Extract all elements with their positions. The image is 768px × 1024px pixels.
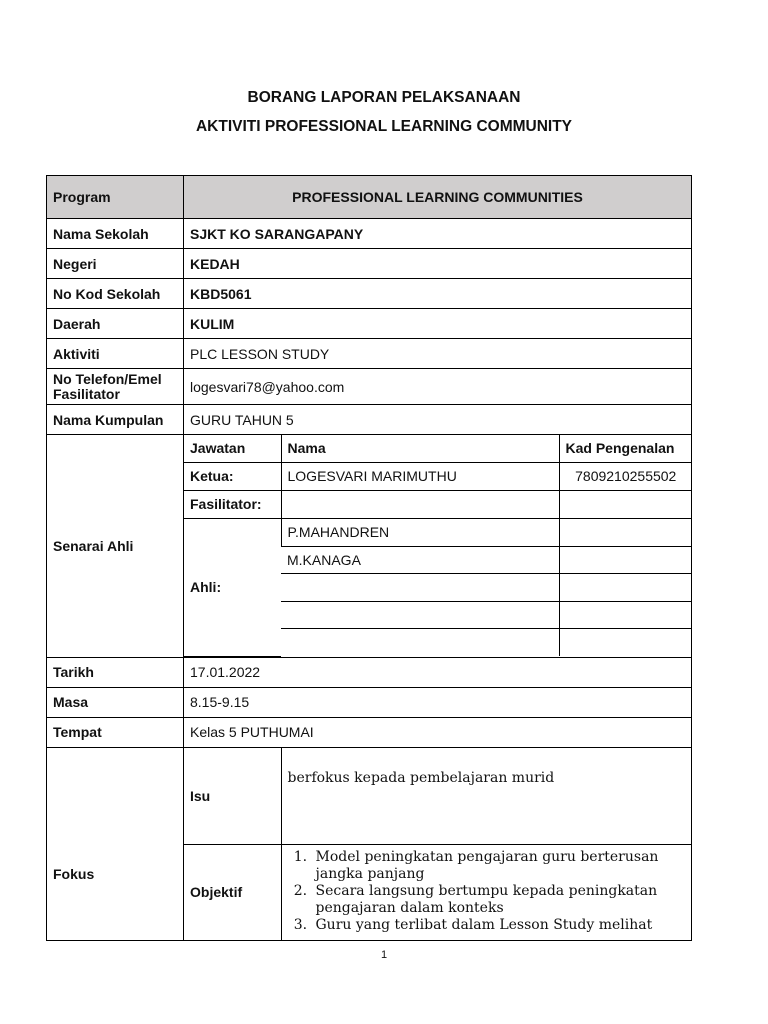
senarai-ahli-label: Senarai Ahli [47, 435, 184, 658]
nama-sekolah-label: Nama Sekolah [47, 219, 184, 249]
ketua-name: LOGESVARI MARIMUTHU [281, 462, 559, 490]
fokus-label: Fokus [47, 747, 184, 940]
kad-pengenalan-header: Kad Pengenalan [559, 435, 692, 462]
nama-sekolah-value: SJKT KO SARANGAPANY [184, 219, 692, 249]
ahli-label: Ahli: [184, 518, 281, 656]
tarikh-value: 17.01.2022 [184, 657, 692, 687]
program-value: PROFESSIONAL LEARNING COMMUNITIES [184, 176, 692, 219]
no-kod-sekolah-value: KBD5061 [184, 279, 692, 309]
telefon-emel-value: logesvari78@yahoo.com [184, 369, 692, 405]
ahli-ic [559, 601, 692, 628]
ahli-ic [559, 518, 692, 546]
objektif-item: 3. Guru yang terlibat dalam Lesson Study melihat [312, 917, 687, 934]
fokus-cell [184, 747, 692, 940]
nama-header: Nama [281, 435, 559, 462]
ahli-name: M.KANAGA [281, 546, 559, 573]
objektif-label: Objektif [190, 884, 243, 901]
masa-label: Masa [47, 687, 184, 717]
tempat-value: Kelas 5 PUTHUMAI [184, 717, 692, 747]
fasilitator-ic [559, 490, 692, 518]
fasilitator-label: Fasilitator: [184, 490, 281, 518]
fokus-table [184, 748, 692, 940]
nama-kumpulan-value: GURU TAHUN 5 [184, 405, 692, 435]
ketua-ic: 7809210255502 [559, 462, 692, 490]
members-cell [184, 435, 692, 658]
daerah-value: KULIM [184, 309, 692, 339]
nama-kumpulan-label: Nama Kumpulan [47, 405, 184, 435]
no-kod-sekolah-label: No Kod Sekolah [47, 279, 184, 309]
ahli-ic [559, 628, 692, 656]
telefon-emel-label: No Telefon/Emel Fasilitator [47, 369, 184, 405]
ahli-name [281, 628, 559, 656]
ketua-label: Ketua: [184, 462, 281, 490]
isu-value: berfokus kepada pembelajaran murid [281, 748, 692, 845]
masa-value: 8.15-9.15 [184, 687, 692, 717]
objektif-value [281, 845, 692, 940]
program-label: Program [47, 176, 184, 219]
negeri-value: KEDAH [184, 249, 692, 279]
ahli-ic [559, 573, 692, 601]
negeri-label: Negeri [47, 249, 184, 279]
isu-label: Isu [184, 748, 281, 845]
report-form-table [46, 175, 692, 941]
ahli-ic [559, 546, 692, 573]
objektif-item: 1. Model peningkatan pengajaran guru berterusan jangka panjang [312, 849, 687, 883]
objektif-list [288, 849, 687, 934]
ahli-name [281, 601, 559, 628]
daerah-label: Daerah [47, 309, 184, 339]
aktiviti-label: Aktiviti [47, 339, 184, 369]
aktiviti-value: PLC LESSON STUDY [184, 339, 692, 369]
ahli-name [281, 573, 559, 601]
members-table [184, 435, 692, 657]
tempat-label: Tempat [47, 717, 184, 747]
form-subtitle: AKTIVITI PROFESSIONAL LEARNING COMMUNITY [195, 118, 573, 135]
page-number: 1 [380, 949, 388, 961]
objektif-item: 2. Secara langsung bertumpu kepada peningkatan pengajaran dalam konteks [312, 883, 687, 917]
ahli-name: P.MAHANDREN [281, 518, 559, 546]
jawatan-header: Jawatan [184, 435, 281, 462]
tarikh-label: Tarikh [47, 657, 184, 687]
form-title: BORANG LAPORAN PELAKSANAAN [247, 89, 521, 106]
fasilitator-name [281, 490, 559, 518]
